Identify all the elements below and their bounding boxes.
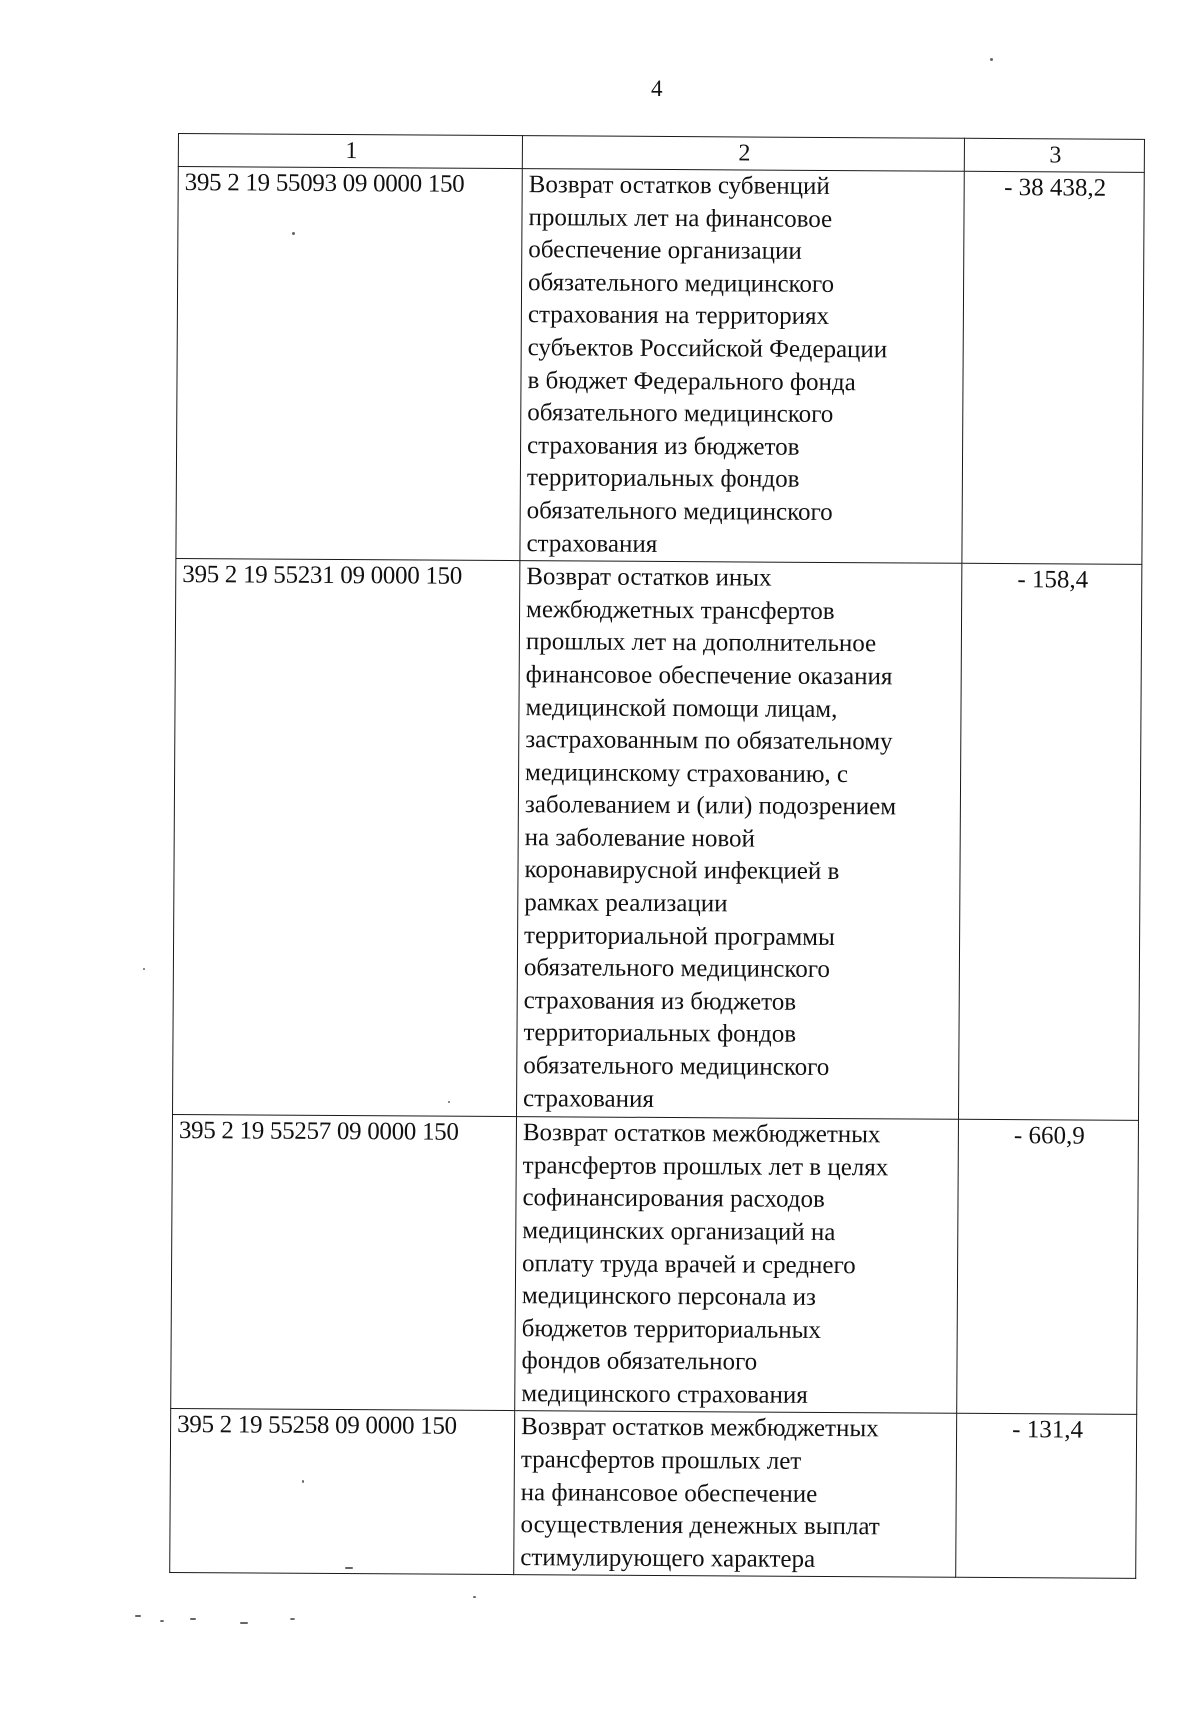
budget-code-cell: 395 2 19 55093 09 0000 150 xyxy=(176,167,522,561)
scan-speck xyxy=(292,232,295,235)
table-row xyxy=(176,167,1144,565)
scan-speck xyxy=(473,1596,476,1598)
scan-speck xyxy=(190,1618,196,1620)
description-cell: Возврат остатков межбюджетных трансфертов прошлых лет на финансовое обеспечение осуществления денежных выплат стимулирующего характера xyxy=(514,1411,957,1578)
scan-speck xyxy=(448,1101,450,1103)
description-cell: Возврат остатков субвенций прошлых лет на финансовое обеспечение организации обязательного медицинского страхования на территориях субъектов Российской Федерации в бюджет Федерального фонда обязательного медицинского страхования из бюджетов территориальных фондов обязательного медицинского страхования xyxy=(520,169,964,564)
amount-cell: - 131,4 xyxy=(956,1414,1137,1579)
scan-speck xyxy=(135,1615,141,1617)
scan-speck xyxy=(160,1620,164,1622)
scan-speck xyxy=(290,1618,295,1620)
scan-speck xyxy=(345,1567,353,1569)
table-row xyxy=(173,559,1142,1121)
table-row xyxy=(171,1115,1139,1415)
scan-speck xyxy=(240,1622,248,1624)
budget-code-cell: 395 2 19 55257 09 0000 150 xyxy=(171,1115,517,1411)
page-number: 4 xyxy=(651,76,663,101)
amount-cell: - 158,4 xyxy=(958,563,1141,1120)
column-header: 3 xyxy=(964,138,1144,172)
description-cell: Возврат остатков межбюджетных трансфертов прошлых лет в целях софинансирования расходов медицинских организаций на оплату труда врачей и среднего медицинского персонала из бюджетов территориальных фондов обязательного медицинского страхования xyxy=(515,1117,959,1414)
scan-speck xyxy=(302,1480,304,1483)
scan-speck xyxy=(143,968,145,970)
budget-code-cell: 395 2 19 55258 09 0000 150 xyxy=(170,1409,515,1575)
document-table xyxy=(169,133,1145,1579)
budget-code-cell: 395 2 19 55231 09 0000 150 xyxy=(173,559,520,1117)
description-cell: Возврат остатков иных межбюджетных трансфертов прошлых лет на дополнительное финансовое обеспечение оказания медицинской помощи лицам, застрахованным по обязательному медицинскому страхованию, с заболеванием и (или) подозрением на заболевание новой коронавирусной инфекцией в рамках реализации территориальной программы обязательного медицинского страхования из бюджетов территориальных фондов обязательного медицинского страхования xyxy=(516,561,961,1120)
table-row xyxy=(170,1409,1137,1579)
amount-cell: - 38 438,2 xyxy=(962,171,1144,564)
amount-cell: - 660,9 xyxy=(957,1119,1139,1414)
column-header: 2 xyxy=(522,136,964,172)
column-header: 1 xyxy=(178,134,522,169)
scan-speck xyxy=(990,58,993,61)
